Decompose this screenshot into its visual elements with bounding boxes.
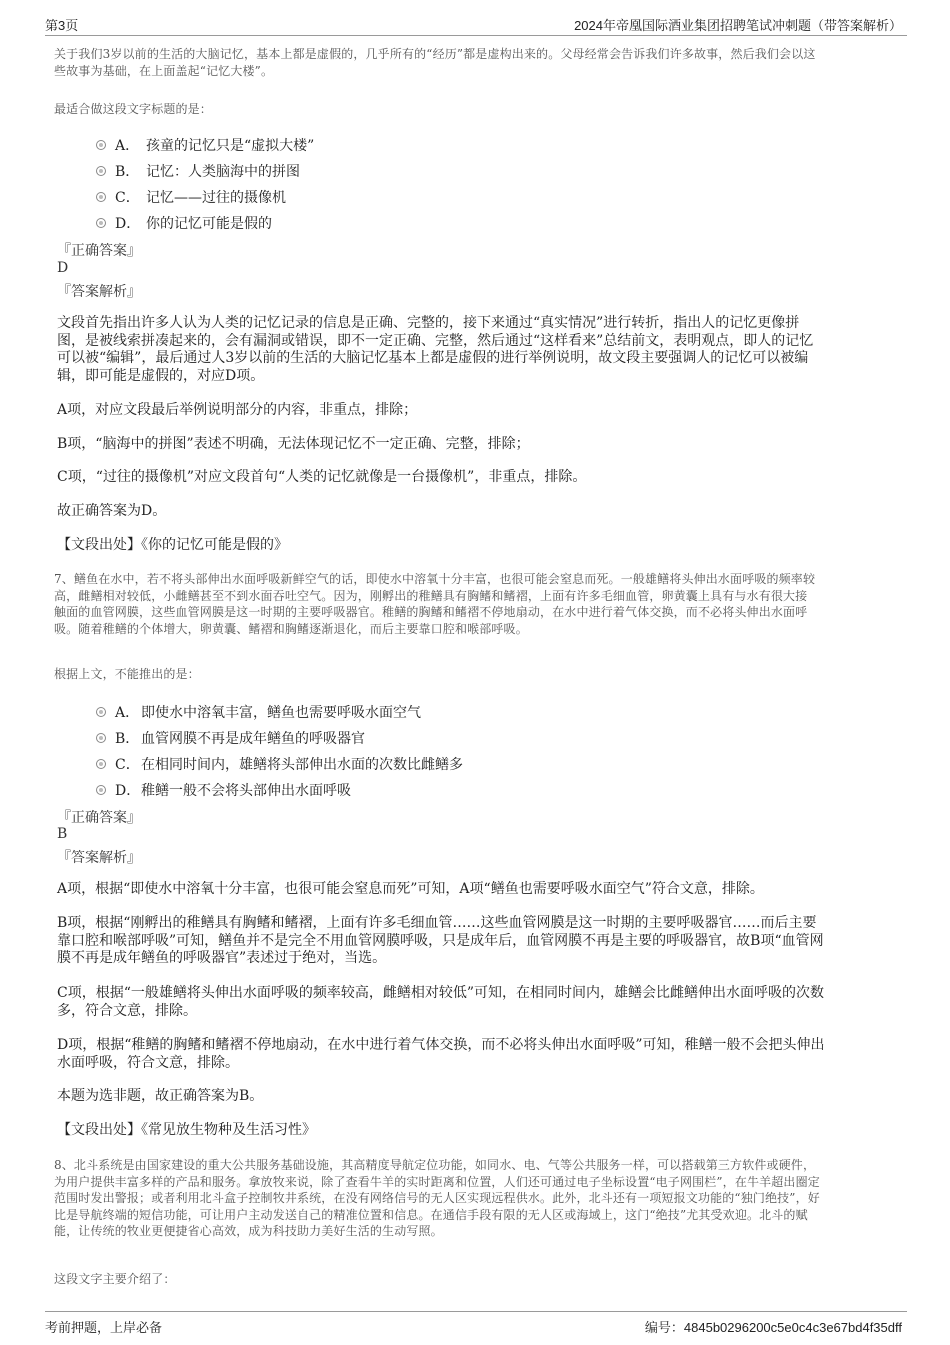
passage-line: 比是导航终端的短信功能，可让用户主动发送自己的精准位置和信息。在通信手段有限的无人区或海域上，这门“绝技”尤其受欢迎。北斗的赋 <box>54 1207 808 1222</box>
q6-analysis-c: C项，“过往的摄像机”对应文段首句“人类的记忆就像是一台摄像机”，非重点，排除。 <box>57 469 587 485</box>
option-letter: C． <box>115 757 140 773</box>
q7-analysis-label: 『答案解析』 <box>57 850 141 866</box>
radio-icon[interactable] <box>96 192 106 202</box>
option-text: 孩童的记忆只是“虚拟大楼” <box>146 138 315 154</box>
option-letter: A． <box>115 138 140 154</box>
passage-line: 些故事为基础，在上面盖起“记忆大楼”。 <box>54 63 274 78</box>
option-text: 即使水中溶氧丰富，鳝鱼也需要呼吸水面空气 <box>141 705 421 721</box>
analysis-line: C项，根据“一般雄鳝将头伸出水面呼吸的频率较高，雌鳝相对较低”可知，在相同时间内，雄鳝会比雌鳝伸出水面呼吸的次数 <box>57 985 825 1001</box>
q7-prompt: 根据上文，不能推出的是： <box>54 667 200 681</box>
q6-answer-label: 『正确答案』 <box>57 243 141 259</box>
option-letter: C． <box>115 190 140 206</box>
q6-analysis-a: A项，对应文段最后举例说明部分的内容，非重点，排除； <box>57 402 418 418</box>
q6-passage-tail <box>54 46 816 79</box>
passage-line: 关于我们3岁以前的生活的大脑记忆，基本上都是虚假的，几乎所有的“经历”都是虚构出来的。父母经常会告诉我们许多故事，然后我们会以这 <box>54 47 816 61</box>
option-letter: B． <box>115 731 140 747</box>
option-letter: A． <box>115 705 140 721</box>
radio-icon[interactable] <box>96 140 106 150</box>
q7-conclusion: 本题为选非题，故正确答案为B。 <box>57 1088 264 1104</box>
passage-line: 触面的血管网膜，这些血管网膜是这一时期的主要呼吸器官。稚鳝的胸鳍和鳍褶不停地扇动，在水中进行着气体交换，而不必将头伸出水面呼 <box>54 605 808 619</box>
passage-line: 7、鳝鱼在水中，若不将头部伸出水面呼吸新鲜空气的话，即使水中溶氧十分丰富，也很可能会窒息而死。一般雄鳝将头伸出水面呼吸的频率较 <box>54 572 816 586</box>
q7-answer: B <box>57 826 68 842</box>
analysis-line: 辑，即可能是虚假的，对应D项。 <box>57 367 265 384</box>
page-footer <box>45 1311 907 1337</box>
q8-passage <box>54 1157 820 1240</box>
passage-line: 能，让传统的牧业更便捷省心高效，成为科技助力美好生活的生动写照。 <box>54 1224 443 1238</box>
radio-icon[interactable] <box>96 707 106 717</box>
q6-source: 【文段出处】《你的记忆可能是假的》 <box>57 537 288 553</box>
q6-conclusion: 故正确答案为D。 <box>57 503 167 519</box>
analysis-line: 图，是被线索拼凑起来的，会有漏洞或错误，即不一定正确、完整，然后通过“这样看来”总结前文，表明观点，即人的记忆 <box>57 332 814 349</box>
analysis-line: B项，根据“刚孵出的稚鳝具有胸鳍和鳍褶，上面有许多毛细血管……这些血管网膜是这一时期的主要呼吸器官……而后主要 <box>57 915 817 931</box>
q8-prompt: 这段文字主要介绍了： <box>54 1272 176 1286</box>
option-text: 血管网膜不再是成年鳝鱼的呼吸器官 <box>141 731 365 747</box>
analysis-line: 靠口腔和喉部呼吸”可知，鳝鱼并不是完全不用血管网膜呼吸，只是成年后，血管网膜不再是主要的呼吸器官，故B项“血管网 <box>57 932 824 949</box>
q6-analysis <box>57 315 813 385</box>
radio-icon[interactable] <box>96 759 106 769</box>
option-text: 稚鳝一般不会将头部伸出水面呼吸 <box>141 783 351 799</box>
q7-analysis-d <box>57 1037 825 1072</box>
radio-icon[interactable] <box>96 218 106 228</box>
q7-analysis-b <box>57 915 824 968</box>
passage-line: 吸。随着稚鳝的个体增大，卵黄囊、鳍褶和胸鳍逐渐退化，而后主要靠口腔和喉部呼吸。 <box>54 621 528 636</box>
passage-line: 高，雌鳝相对较低，小雌鳝甚至不到水面吞吐空气。因为，刚孵出的稚鳝具有胸鳍和鳍褶，上面有许多毛细血管，卵黄囊上具有与水有很大接 <box>54 588 808 603</box>
passage-line: 范围时发出警报；或者利用北斗盒子控制牧井系统，在没有网络信号的无人区实现远程供水。此外，北斗还有一项短报文功能的“独门绝技”，好 <box>54 1191 820 1205</box>
passage-line: 为用户提供丰富多样的产品和服务。拿放牧来说，除了查看牛羊的实时距离和位置，人们还可通过电子坐标设置“电子网围栏”，在牛羊超出圈定 <box>54 1174 820 1189</box>
option-letter: B． <box>115 164 140 180</box>
analysis-line: 水面呼吸，符合文意，排除。 <box>57 1054 239 1071</box>
option-letter: D． <box>115 216 141 232</box>
q7-analysis-a: A项，根据“即使水中溶氧十分丰富，也很可能会窒息而死”可知，A项“鳝鱼也需要呼吸水面空气”符合文意，排除。 <box>57 881 764 897</box>
option-text: 记忆——过往的摄像机 <box>146 190 286 206</box>
q7-passage <box>54 571 815 637</box>
page-header <box>45 12 907 36</box>
q6-analysis-b: B项，“脑海中的拼图”表述不明确，无法体现记忆不一定正确、完整，排除； <box>57 436 530 452</box>
radio-icon[interactable] <box>96 166 106 176</box>
radio-icon[interactable] <box>96 785 106 795</box>
radio-icon[interactable] <box>96 733 106 743</box>
document-title: 2024年帝凰国际酒业集团招聘笔试冲刺题（带答案解析） <box>574 18 902 33</box>
analysis-line: 文段首先指出许多人认为人类的记忆记录的信息是正确、完整的，接下来通过“真实情况”进行转折，指出人的记忆更像拼 <box>57 315 800 331</box>
option-text: 你的记忆可能是假的 <box>146 216 272 232</box>
q6-analysis-label: 『答案解析』 <box>57 284 141 300</box>
option-letter: D． <box>115 783 141 799</box>
footer-slogan: 考前押题，上岸必备 <box>45 1320 163 1335</box>
analysis-line: 多，符合文意，排除。 <box>57 1002 197 1019</box>
q6-prompt: 最适合做这段文字标题的是： <box>54 102 212 116</box>
page-number: 第3页 <box>45 18 79 33</box>
analysis-line: D项，根据“稚鳝的胸鳍和鳍褶不停地扇动，在水中进行着气体交换，而不必将头伸出水面呼吸”可知，稚鳝一般不会把头伸出 <box>57 1037 825 1053</box>
analysis-line: 膜不再是成年鳝鱼的呼吸器官”表述过于绝对，当选。 <box>57 950 387 966</box>
option-text: 在相同时间内，雄鳝将头部伸出水面的次数比雌鳝多 <box>141 757 463 773</box>
document-code: 编号：4845b0296200c5e0c4c3e67bd4f35dff <box>644 1320 902 1335</box>
analysis-line: 可以被“编辑”，最后通过人3岁以前的生活的大脑记忆基本上都是虚假的进行举例说明，故文段主要强调人的记忆可以被编 <box>57 350 809 366</box>
q7-analysis-c <box>57 985 824 1020</box>
q7-source: 【文段出处】《常见放生物种及生活习性》 <box>57 1122 316 1138</box>
passage-line: 8、北斗系统是由国家建设的重大公共服务基础设施，其高精度导航定位功能，如同水、电、气等公共服务一样，可以搭载第三方软件或硬件， <box>54 1158 816 1172</box>
q7-answer-label: 『正确答案』 <box>57 810 141 826</box>
option-text: 记忆：人类脑海中的拼图 <box>146 164 300 180</box>
q6-answer: D <box>57 260 69 276</box>
